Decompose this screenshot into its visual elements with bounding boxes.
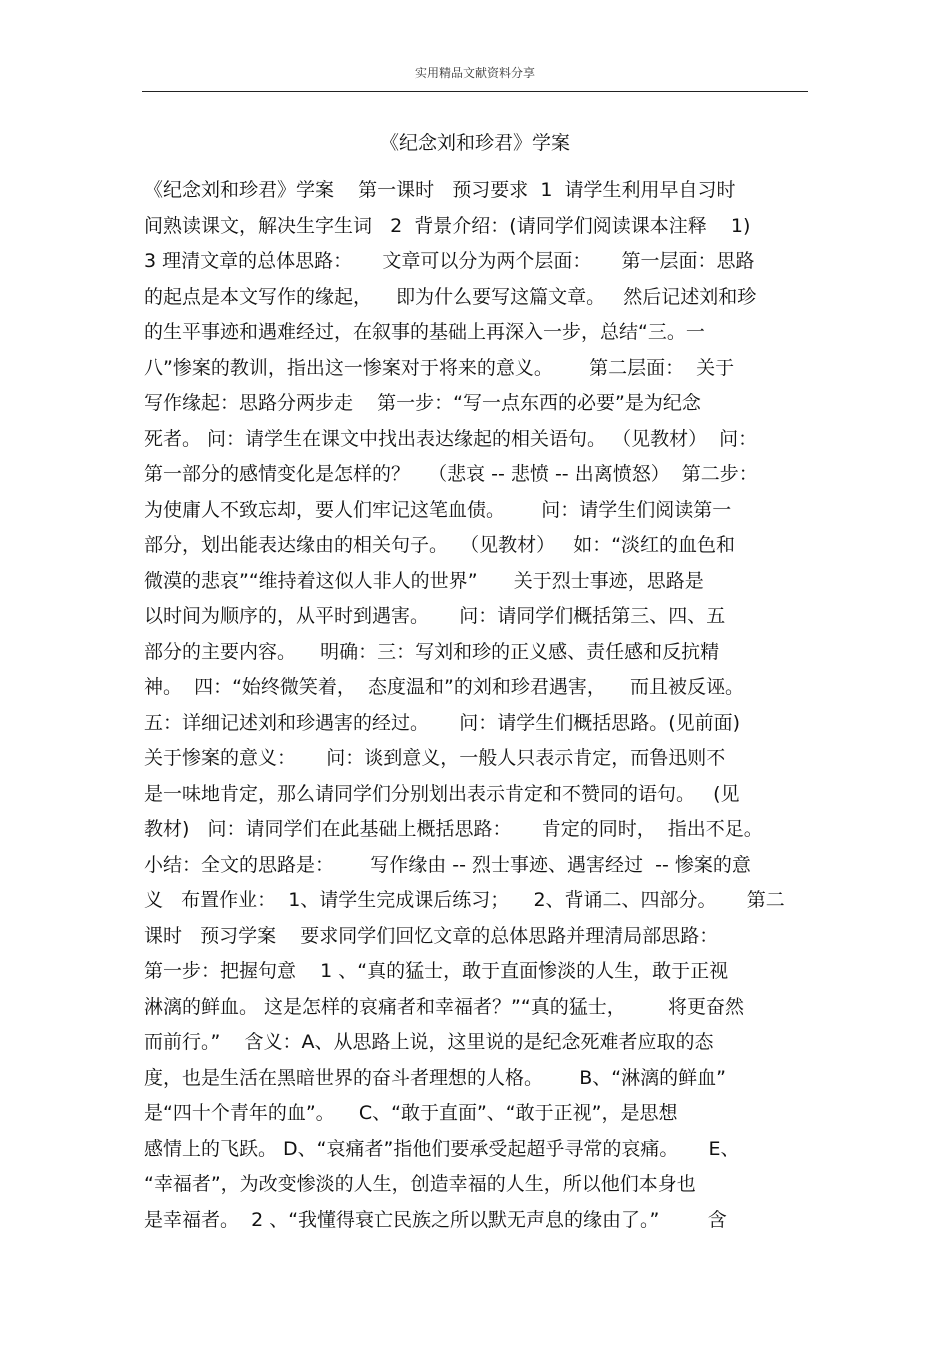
body-line: 《纪念刘和珍君》学案 第一课时 预习要求 1 请学生利用早自习时	[144, 179, 736, 201]
header-divider	[142, 91, 808, 92]
body-line: 教材) 问：请同学们在此基础上概括思路： 肯定的同时， 指出不足。	[144, 818, 763, 840]
running-header: 实用精品文献资料分享	[414, 66, 535, 80]
body-line: 的起点是本文写作的缘起， 即为什么要写这篇文章。 然后记述刘和珍	[144, 285, 757, 308]
body-line: 小结：全文的思路是： 写作缘由 -- 烈士事迹、遇害经过 -- 惨案的意	[144, 853, 751, 876]
body-line: 感情上的飞跃。 D、“哀痛者”指他们要承受起超乎寻常的哀痛。 E、	[144, 1137, 740, 1160]
body-line: 写作缘起：思路分两步走 第一步：“写一点东西的必要”是为纪念	[144, 392, 701, 414]
body-line: 第一步：把握句意 1 、“真的猛士，敢于直面惨淡的人生，敢于正视	[144, 960, 729, 982]
document-title: 《纪念刘和珍君》学案	[379, 132, 570, 154]
body-line: 而前行。” 含义：A、从思路上说，这里说的是纪念死难者应取的态	[144, 1031, 714, 1053]
body-line: 死者。 问：请学生在课文中找出表达缘起的相关语句。 （见教材） 问：	[144, 427, 758, 450]
body-line: 淋漓的鲜血。 这是怎样的哀痛者和幸福者？”“真的猛士， 将更奋然	[144, 995, 745, 1018]
body-line: 3 理清文章的总体思路： 文章可以分为两个层面： 第一层面：思路	[144, 250, 755, 272]
body-line: 部分，划出能表达缘由的相关句子。 （见教材） 如：“淡红的血色和	[144, 534, 736, 556]
body-line: 五：详细记述刘和珍遇害的经过。 问：请学生们概括思路。(见前面)	[144, 711, 741, 734]
body-line: 度，也是生活在黑暗世界的奋斗者理想的人格。 B、“淋漓的鲜血”	[144, 1066, 726, 1089]
body-line: “幸福者”，为改变惨淡的人生，创造幸福的人生，所以他们本身也	[144, 1173, 696, 1195]
body-line: 第一部分的感情变化是怎样的？ （悲哀 -- 悲愤 -- 出离愤怒） 第二步：	[144, 463, 758, 485]
body-line: 是幸福者。 2 、“我懂得衰亡民族之所以默无声息的缘由了。” 含	[144, 1208, 727, 1231]
document-body	[144, 173, 814, 1238]
body-line: 是一味地肯定，那么请同学们分别划出表示肯定和不赞同的语句。 (见	[144, 782, 740, 805]
body-line: 关于惨案的意义： 问：谈到意义，一般人只表示肯定，而鲁迅则不	[144, 747, 726, 769]
body-line: 课时 预习学案 要求同学们回忆文章的总体思路并理清局部思路：	[144, 924, 719, 947]
body-line: 的生平事迹和遇难经过，在叙事的基础上再深入一步，总结“三。一	[144, 321, 705, 343]
body-line: 间熟读课文，解决生字生词 2 背景介绍：(请同学们阅读课本注释 1)	[144, 214, 751, 237]
body-line: 神。 四：“始终微笑着， 态度温和”的刘和珍君遇害， 而且被反诬。	[144, 676, 745, 698]
body-line: 为使庸人不致忘却，要人们牢记这笔血债。 问：请学生们阅读第一	[144, 498, 732, 521]
body-line: 微漠的悲哀”“维持着这似人非人的世界” 关于烈士事迹，思路是	[144, 569, 704, 592]
body-line: 义 布置作业： 1、请学生完成课后练习； 2、背诵二、四部分。 第二	[144, 889, 785, 911]
body-line: 是“四十个青年的血”。 C、“敢于直面”、“敢于正视”，是思想	[144, 1102, 678, 1124]
body-line: 部分的主要内容。 明确：三：写刘和珍的正义感、责任感和反抗精	[144, 640, 720, 663]
body-line: 八”惨案的教训，指出这一惨案对于将来的意义。 第二层面： 关于	[144, 356, 735, 379]
body-line: 以时间为顺序的，从平时到遇害。 问：请同学们概括第三、四、五	[144, 605, 726, 627]
